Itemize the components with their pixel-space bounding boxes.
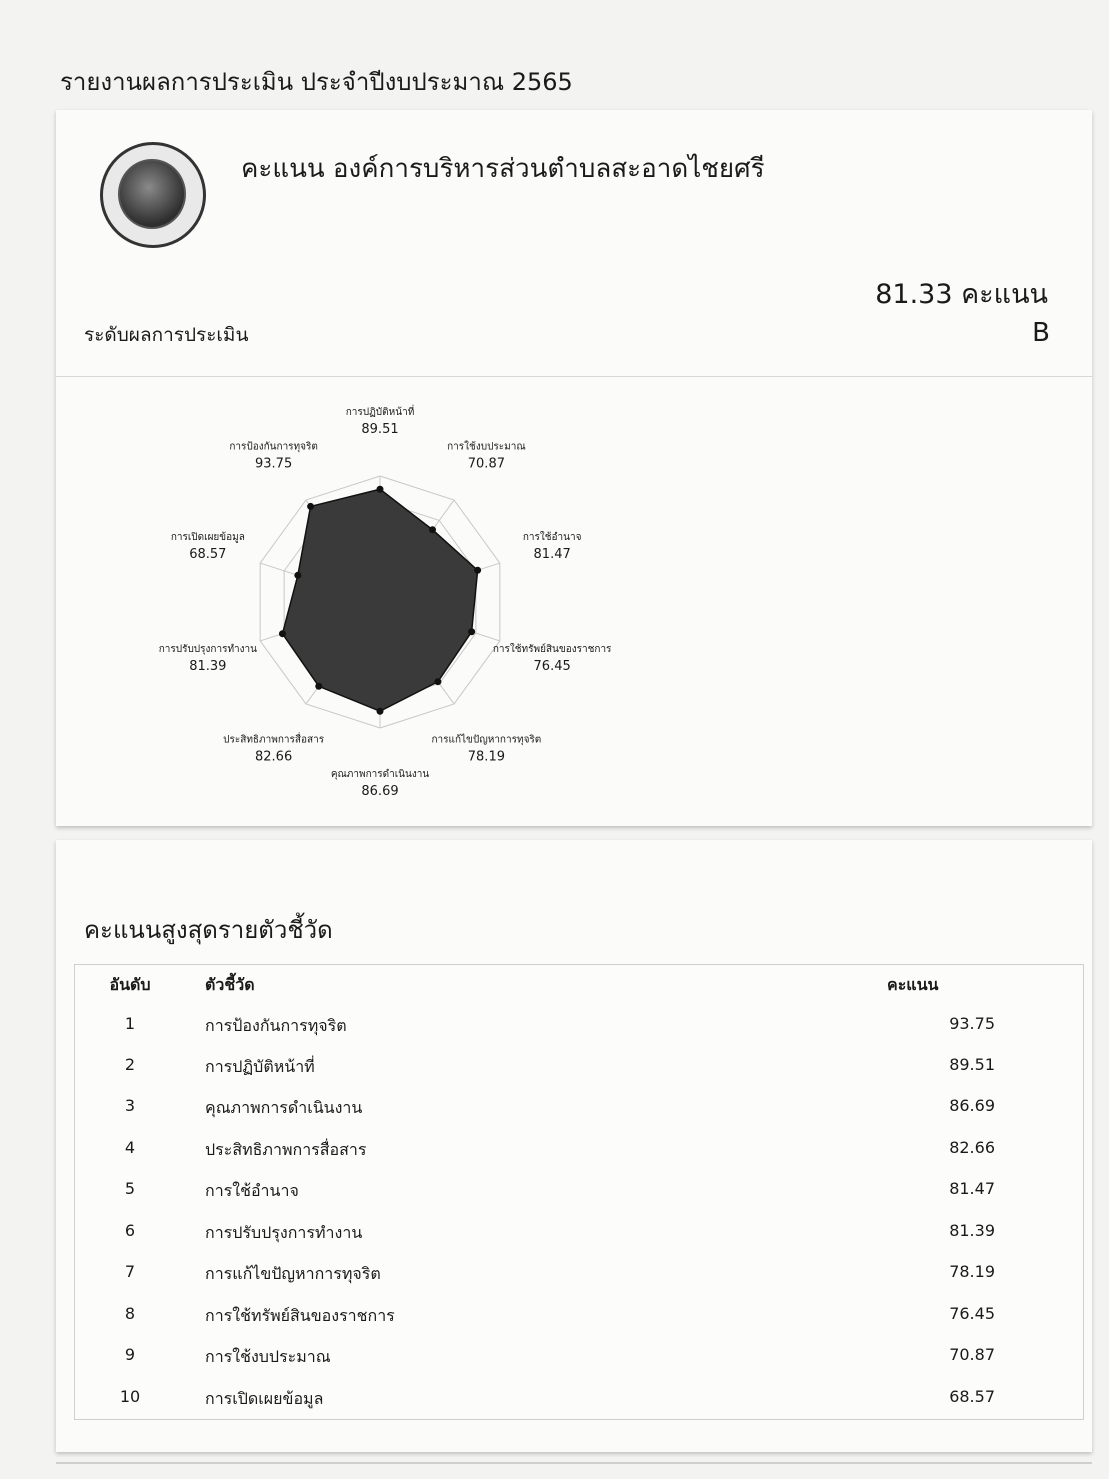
row-indicator: การใช้งบประมาณ xyxy=(205,1347,331,1366)
row-score: 93.75 xyxy=(949,1014,995,1033)
radar-point xyxy=(434,678,441,685)
radar-point xyxy=(307,503,314,510)
axis-label: การเปิดเผยข้อมูล xyxy=(170,532,245,544)
axis-value-label: 68.57 xyxy=(189,547,227,563)
radar-point xyxy=(279,630,286,637)
summary-card xyxy=(56,110,1092,826)
row-score: 78.19 xyxy=(949,1262,995,1281)
axis-value-label: 76.45 xyxy=(533,658,571,674)
row-score: 81.39 xyxy=(949,1221,995,1240)
axis-label: การใช้ทรัพย์สินของราชการ xyxy=(492,643,612,655)
row-rank: 7 xyxy=(124,1262,136,1281)
row-rank: 9 xyxy=(124,1345,136,1364)
row-score: 82.66 xyxy=(949,1138,995,1157)
row-indicator: การเปิดเผยข้อมูล xyxy=(205,1389,324,1408)
axis-label: ประสิทธิภาพการสื่อสาร xyxy=(223,734,325,746)
header-indicator: ตัวชี้วัด xyxy=(205,975,255,994)
row-rank: 4 xyxy=(124,1138,136,1157)
total-score: 81.33 คะแนน xyxy=(875,279,1048,310)
row-indicator: การแก้ไขปัญหาการทุจริต xyxy=(205,1264,381,1283)
row-rank: 10 xyxy=(119,1387,141,1406)
axis-label: การใช้งบประมาณ xyxy=(447,441,526,453)
page-bottom-rule xyxy=(56,1462,1092,1464)
radar-series-area xyxy=(282,489,477,711)
axis-label: การใช้อำนาจ xyxy=(522,532,582,544)
organization-score-title: คะแนน องค์การบริหารส่วนตำบลสะอาดไชยศรี xyxy=(241,154,765,184)
axis-label: คุณภาพการดำเนินงาน xyxy=(330,769,430,780)
table-row xyxy=(75,1387,1083,1427)
row-score: 76.45 xyxy=(949,1304,995,1323)
radar-chart xyxy=(56,380,1092,810)
radar-point xyxy=(474,567,481,574)
ranking-table xyxy=(74,964,1084,1420)
axis-label: การป้องกันการทุจริต xyxy=(229,441,318,453)
report-title: รายงานผลการประเมิน ประจำปีงบประมาณ 2565 xyxy=(60,68,573,96)
row-indicator: การป้องกันการทุจริต xyxy=(205,1016,347,1035)
row-indicator: การปฏิบัติหน้าที่ xyxy=(205,1057,315,1076)
radar-series xyxy=(282,489,477,711)
table-row xyxy=(75,1304,1083,1344)
card-divider xyxy=(56,376,1092,377)
row-score: 81.47 xyxy=(949,1179,995,1198)
ranking-title: คะแนนสูงสุดรายตัวชี้วัด xyxy=(84,916,333,944)
radar-point xyxy=(294,572,301,579)
row-rank: 1 xyxy=(124,1014,136,1033)
radar-point xyxy=(429,526,436,533)
axis-value-label: 93.75 xyxy=(255,456,293,472)
row-indicator: คุณภาพการดำเนินงาน xyxy=(205,1098,363,1117)
table-row xyxy=(75,1014,1083,1054)
row-indicator: การใช้อำนาจ xyxy=(205,1181,299,1200)
radar-point xyxy=(468,628,475,635)
assessment-level-label: ระดับผลการประเมิน xyxy=(84,324,249,346)
axis-label: การปฏิบัติหน้าที่ xyxy=(345,407,415,418)
table-row xyxy=(75,1345,1083,1385)
radar-point xyxy=(377,708,384,715)
header-score: คะแนน xyxy=(887,975,939,994)
row-score: 68.57 xyxy=(949,1387,995,1406)
axis-value-label: 81.39 xyxy=(189,658,227,674)
row-score: 70.87 xyxy=(949,1345,995,1364)
table-row xyxy=(75,1055,1083,1095)
seal-emblem xyxy=(118,159,186,229)
row-rank: 8 xyxy=(124,1304,136,1323)
table-row xyxy=(75,1096,1083,1136)
axis-label: การแก้ไขปัญหาการทุจริต xyxy=(431,734,542,746)
radar-point xyxy=(315,683,322,690)
row-indicator: ประสิทธิภาพการสื่อสาร xyxy=(205,1140,367,1159)
table-header-row xyxy=(75,973,1083,1013)
row-indicator: การปรับปรุงการทำงาน xyxy=(205,1223,363,1242)
table-row xyxy=(75,1262,1083,1302)
ranking-card xyxy=(56,840,1092,1452)
axis-value-label: 82.66 xyxy=(255,749,293,765)
assessment-grade: B xyxy=(1032,318,1050,348)
radar-point xyxy=(377,486,384,493)
table-row xyxy=(75,1138,1083,1178)
table-row xyxy=(75,1179,1083,1219)
row-rank: 2 xyxy=(124,1055,136,1074)
axis-value-label: 86.69 xyxy=(361,784,399,799)
axis-value-label: 70.87 xyxy=(467,456,505,472)
axis-label: การปรับปรุงการทำงาน xyxy=(158,643,258,655)
row-indicator: การใช้ทรัพย์สินของราชการ xyxy=(205,1306,395,1325)
row-score: 86.69 xyxy=(949,1096,995,1115)
axis-value-label: 81.47 xyxy=(533,547,571,563)
row-rank: 6 xyxy=(124,1221,136,1240)
row-score: 89.51 xyxy=(949,1055,995,1074)
header-rank: อันดับ xyxy=(109,975,151,994)
row-rank: 5 xyxy=(124,1179,136,1198)
axis-value-label: 89.51 xyxy=(361,422,399,437)
row-rank: 3 xyxy=(124,1096,136,1115)
table-row xyxy=(75,1221,1083,1261)
axis-value-label: 78.19 xyxy=(467,749,505,765)
organization-seal xyxy=(100,142,206,248)
